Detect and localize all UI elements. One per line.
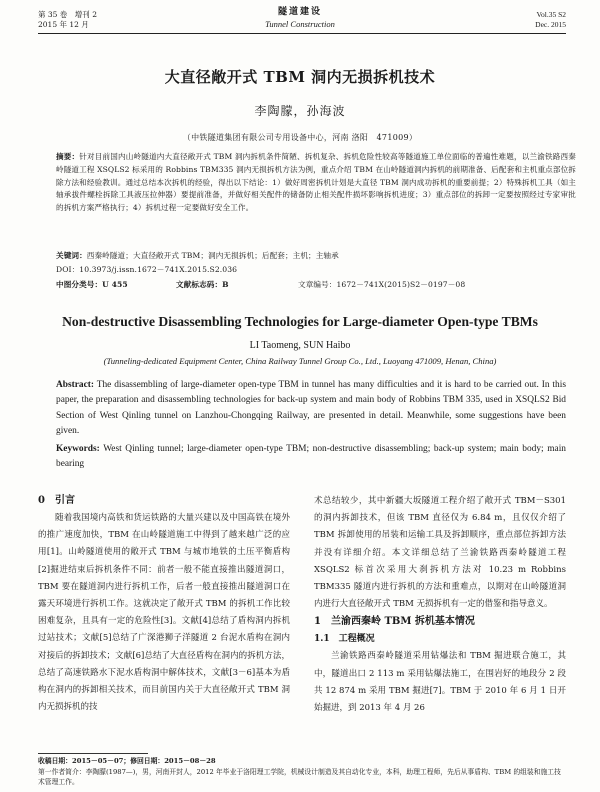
keywords-en-text: West Qinling tunnel; large-diameter open-type TBM; non-destructive disassembling; back-up system; main body; main bearing	[56, 444, 566, 470]
section-1-heading: 1 兰渝西秦岭 TBM 拆机基本情况	[314, 616, 475, 628]
authors-cn: 李陶朦，孙海波	[254, 104, 346, 118]
keywords-cn-text: 西秦岭隧道；大直径敞开式 TBM；洞内无损拆机；后配套；主机；主轴承	[86, 251, 339, 260]
paper-title-cn: 大直径敞开式 TBM 洞内无损拆机技术	[164, 68, 436, 86]
project-overview-paragraph: 兰渝铁路西秦岭隧道采用钻爆法和 TBM 掘进联合施工，其中，隧道出口 2 113 m 采用钻爆法施工，在围岩好的地段分 2 段共 12 874 m 采用 TBM 掘进[7]。TBM 于 2010 年 6 月 1 日开始掘进，到 2013 年 4 月 26	[314, 651, 566, 714]
abstract-en	[56, 378, 566, 440]
section-1-1-heading: 1.1 工程概况	[314, 634, 375, 645]
abstract-cn	[56, 151, 576, 215]
authors-en: LI Taomeng, SUN Haibo	[249, 340, 351, 351]
intro-paragraph-continued: 术总结较少，其中新疆大坂隧道工程介绍了敞开式 TBM－S301 的洞内拆卸技术，但该 TBM 直径仅为 6.84 m，且仅仅介绍了 TBM 拆卸使用的吊装和运输工具及拆卸顺序，重点部位拆卸方法并没有详细介绍。本文详细总结了兰渝铁路西秦岭隧道工程 XSQLS2 标首次采用大刹拆机方法对 10.23 m Robbins TBM335 隧道内进行拆机的方法和重难点，以期对在山岭隧道洞内进行大直径敞开式 TBM 无损拆机有一定的借鉴和指导意义。	[314, 496, 566, 610]
header-volume: 第 35 卷 增刊 2	[38, 10, 97, 19]
body-left-column	[38, 492, 290, 716]
header-date: 2015 年 12 月	[38, 20, 89, 29]
footnote-rule	[38, 753, 148, 754]
header-journal-en: Tunnel Construction	[265, 19, 335, 29]
author-bio: 第一作者简介：李陶朦(1987—)，男，河南开封人，2012 年毕业于洛阳理工学院，机械设计制造及其自动化专业，本科，助理工程师，先后从事盾构、TBM 的组装和施工技术管理工作。	[38, 768, 561, 786]
received-date: 收稿日期：2015－05－07；修回日期：2015－08－28	[38, 757, 216, 765]
article-id: 文章编号：1672－741X(2015)S2－0197－08	[298, 280, 466, 289]
abstract-cn-label: 摘要：	[56, 152, 80, 161]
keywords-en	[56, 442, 566, 473]
document-code: 文献标志码：B	[176, 280, 229, 289]
keywords-cn-label: 关键词：	[56, 251, 87, 260]
keywords-en-label: Keywords:	[56, 444, 100, 454]
section-0-heading: 0 引言	[38, 495, 75, 506]
paper-title-en: Non-destructive Disassembling Technologies for Large-diameter Open-type TBMs	[62, 314, 538, 329]
clc-number: 中图分类号：U 455	[56, 280, 128, 289]
header-journal-cn: 隧道建设	[277, 7, 322, 17]
keywords-cn	[56, 250, 576, 263]
abstract-cn-text: 针对目前国内山岭隧道内大直径敞开式 TBM 洞内拆机条件简陋、拆机复杂、拆机危险性较高等隧道施工单位面临的普遍性难题，以兰渝铁路西秦岭隧道工程 XSQLS2 标采用的 Robbins TBM335 洞内无损拆机方法为例，重点介绍 TBM 在山岭隧道洞内拆机的前期准备、后配套和主机重点部位拆除方法和经验教训。通过总结本次拆机的经验，得出以下结论：1）做好周密拆机计划是大直径 TBM 洞内成功拆机的重要前提；2）特殊拆机工具（如主轴承拔件螺栓拆除工具液压拉伸器）要提前准备，并做好相关配件的储备防止相关配件损坏影响拆机进度；3）重点部位的拆卸一定要按照经过专家审批的拆机方案严格执行；4）拆机过程一定要做好安全工作。	[56, 152, 576, 213]
header-volume-en: Vol.35 S2	[536, 10, 566, 19]
doi: DOI：10.3973/j.issn.1672－741X.2015.S2.036	[56, 265, 238, 274]
header-rule	[38, 33, 566, 34]
abstract-en-label: Abstract:	[56, 380, 95, 390]
header-date-en: Dec. 2015	[535, 20, 566, 29]
body-right-column	[314, 493, 566, 717]
intro-paragraph: 随着我国境内高铁和货运铁路的大量兴建以及中国高铁在境外的推广速度加快，TBM 在山岭隧道施工中得到了越来越广泛的应用[1]。山岭隧道使用的敞开式 TBM 与城市地铁的土压平衡盾构[2]掘进结束后拆机条件不同：前者一般不能直接推出隧道洞口，TBM 要在隧道洞内进行拆机工作，后者一般直接推出隧道洞口在露天环境进行拆机工作。这就决定了敞开式 TBM 的拆机工作比较困难复杂，且具有一定的危险性[3]。文献[4]总结了盾构洞内拆机过站技术；文献[5]总结了广深港狮子洋隧道 2 台泥水盾构在洞内对接后的拆卸技术；文献[6]总结了大直径盾构在洞内的拆机方法，总结了高速铁路水下泥水盾构洞中解体技术，文献[3－6]基本为盾构在洞内的拆卸相关技术，而目前国内关于大直径敞开式 TBM 洞内无损拆机的技	[38, 513, 290, 713]
affiliation-cn: （中铁隧道集团有限公司专用设备中心，河南 洛阳 471009）	[182, 133, 418, 142]
affiliation-en: (Tunneling-dedicated Equipment Center, China Railway Tunnel Group Co., Ltd., Luoyang 471009, Henan, China)	[103, 356, 497, 366]
abstract-en-text: The disassembling of large-diameter open-type TBM in tunnel has many difficulties and it is hard to be carried out. In this paper, the preparation and disassembling technologies for back-up system and main body of Robbins TBM 335, used in XSQLS2 Bid Section of West Qinling tunnel on Lanzhou-Chongqing Railway, are presented in detail. Meanwhile, some suggestions have been given.	[56, 380, 566, 437]
